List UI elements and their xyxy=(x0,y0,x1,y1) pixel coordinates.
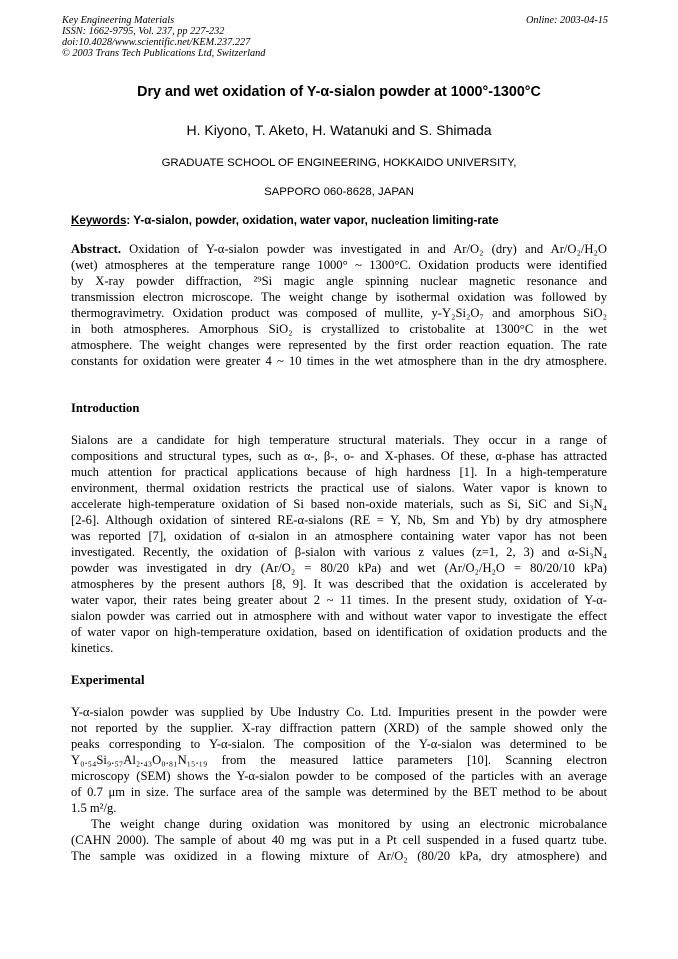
paper-title: Dry and wet oxidation of Y-α-sialon powder at 1000°-1300°C xyxy=(137,84,541,100)
abstract-line: in both atmospheres. Amorphous SiO₂ is crystallized to cristobalite at 1300°C in the wet xyxy=(71,322,607,336)
keywords xyxy=(71,214,499,227)
abstract-line: by X-ray powder diffraction, ²⁹Si magic angle spinning nuclear magnetic resonance and xyxy=(71,274,607,288)
abstract-line: Abstract. Oxidation of Y-α-sialon powder was investigated in and Ar/O₂ (dry) and Ar/O₂/H₂O xyxy=(71,242,607,256)
intro-line: much attention for practical applications because of high hardness [1]. In a high-temperature xyxy=(71,465,607,479)
author-list: H. Kiyono, T. Aketo, H. Watanuki and S. Shimada xyxy=(186,122,492,138)
intro-line: Sialons are a candidate for high temperature structural materials. They occur in a range of xyxy=(71,433,607,447)
exp-line: Y₀.₅₄Si₉.₅₇Al₂.₄₃O₀.₈₁N₁₅.₁₉ from the measured lattice parameters [10]. Scanning electron xyxy=(71,753,607,767)
intro-line: water vapor, their rates being greater about 2 ~ 11 times. In the present study, oxidation of Y-α- xyxy=(71,593,607,607)
abstract-label: Abstract. xyxy=(71,242,122,256)
exp-line: of 0.7 μm in size. The surface area of the sample was determined by the BET method to be about xyxy=(71,785,607,799)
intro-line: atmospheres by the present authors [8, 9]. It was described that the oxidation is accelerated by xyxy=(71,577,607,591)
keywords-label: Keywords xyxy=(71,214,127,227)
affiliation-line-2: SAPPORO 060-8628, JAPAN xyxy=(264,186,414,198)
intro-line: [2-6]. Although oxidation of sintered RE-α-sialons (RE = Y, Nb, Sm and Yb) by dry atmosphere xyxy=(71,513,607,527)
intro-line: sialon powder was carried out in atmosphere with and without water vapor to investigate the effect xyxy=(71,609,607,623)
abstract-line: transmission electron microscope. The weight change by isothermal oxidation was followed by xyxy=(71,290,607,304)
issn-line: ISSN: 1662-9795, Vol. 237, pp 227-232 xyxy=(62,26,225,37)
exp-line: The sample was oxidized in a flowing mixture of Ar/O₂ (80/20 kPa, dry atmosphere) and xyxy=(71,849,607,863)
introduction-heading: Introduction xyxy=(71,401,140,415)
exp-line: peaks corresponding to Y-α-sialon. The composition of the Y-α-sialon was determined to be xyxy=(71,737,607,751)
experimental-heading: Experimental xyxy=(71,673,145,687)
introduction-body xyxy=(71,432,607,656)
intro-line: kinetics. xyxy=(71,641,114,655)
intro-line: compositions and structural types, such as α-, β-, o- and X-phases. Of these, α-phase has attracted xyxy=(71,449,607,463)
copyright-line: © 2003 Trans Tech Publications Ltd, Switzerland xyxy=(62,48,266,59)
intro-line: of water vapor on high-temperature oxidation, based on identification of oxidation products and the xyxy=(71,625,607,639)
intro-line: investigated. Recently, the oxidation of β-sialon with various z values (z=1, 2, 3) and α-Si₃N₄ xyxy=(71,545,607,559)
online-date: Online: 2003-04-15 xyxy=(526,15,609,26)
doi-line: doi:10.4028/www.scientific.net/KEM.237.227 xyxy=(62,37,251,48)
intro-line: powder was investigated in dry (Ar/O₂ = 80/20 kPa) and wet (Ar/O₂/H₂O = 80/20/10 kPa) xyxy=(71,561,607,575)
abstract-line: (wet) atmospheres at the temperature range 1000° ~ 1300°C. Oxidation products were identified xyxy=(71,258,607,272)
exp-line: The weight change during oxidation was monitored by using an electronic microbalance xyxy=(91,817,607,831)
abstract-line: atmosphere. The weight changes were represented by the first order reaction equation. The rate xyxy=(71,338,607,352)
intro-line: was reported [7], oxidation of α-sialon in an atmosphere containing water vapor has not been xyxy=(71,529,607,543)
affiliation-line-1: GRADUATE SCHOOL OF ENGINEERING, HOKKAIDO UNIVERSITY, xyxy=(161,157,517,169)
abstract-line: constants for oxidation were greater 4 ~ 10 times in the wet atmosphere than in the dry atmosphere. xyxy=(71,354,607,368)
exp-line: microscopy (SEM) shows the Y-α-sialon powder to be composed of the particles with an average xyxy=(71,769,607,783)
abstract-line: thermogravimetry. Oxidation product was composed of mullite, y-Y₂Si₂O₇ and amorphous SiO₂ xyxy=(71,306,607,320)
intro-line: accelerate high-temperature oxidation of Si based non-oxide materials, such as Si, SiC and Si₃N₄ xyxy=(71,497,607,511)
exp-line: Y-α-sialon powder was supplied by Ube Industry Co. Ltd. Impurities present in the powder were xyxy=(71,705,607,719)
intro-line: environment, thermal oxidation restricts the practical use of sialons. Water vapor is known to xyxy=(71,481,607,495)
experimental-body xyxy=(71,704,607,864)
exp-line: (CAHN 2000). The sample of about 40 mg was put in a Pt cell suspended in a fused quartz tube. xyxy=(71,833,607,847)
keywords-text: : Y-α-sialon, powder, oxidation, water vapor, nucleation limiting-rate xyxy=(126,214,499,227)
abstract xyxy=(71,241,607,369)
exp-line: not reported by the supplier. X-ray diffraction pattern (XRD) of the sample showed only the xyxy=(71,721,607,735)
exp-line: 1.5 m²/g. xyxy=(71,801,117,815)
journal-header xyxy=(62,15,265,59)
journal-name: Key Engineering Materials xyxy=(62,15,175,26)
